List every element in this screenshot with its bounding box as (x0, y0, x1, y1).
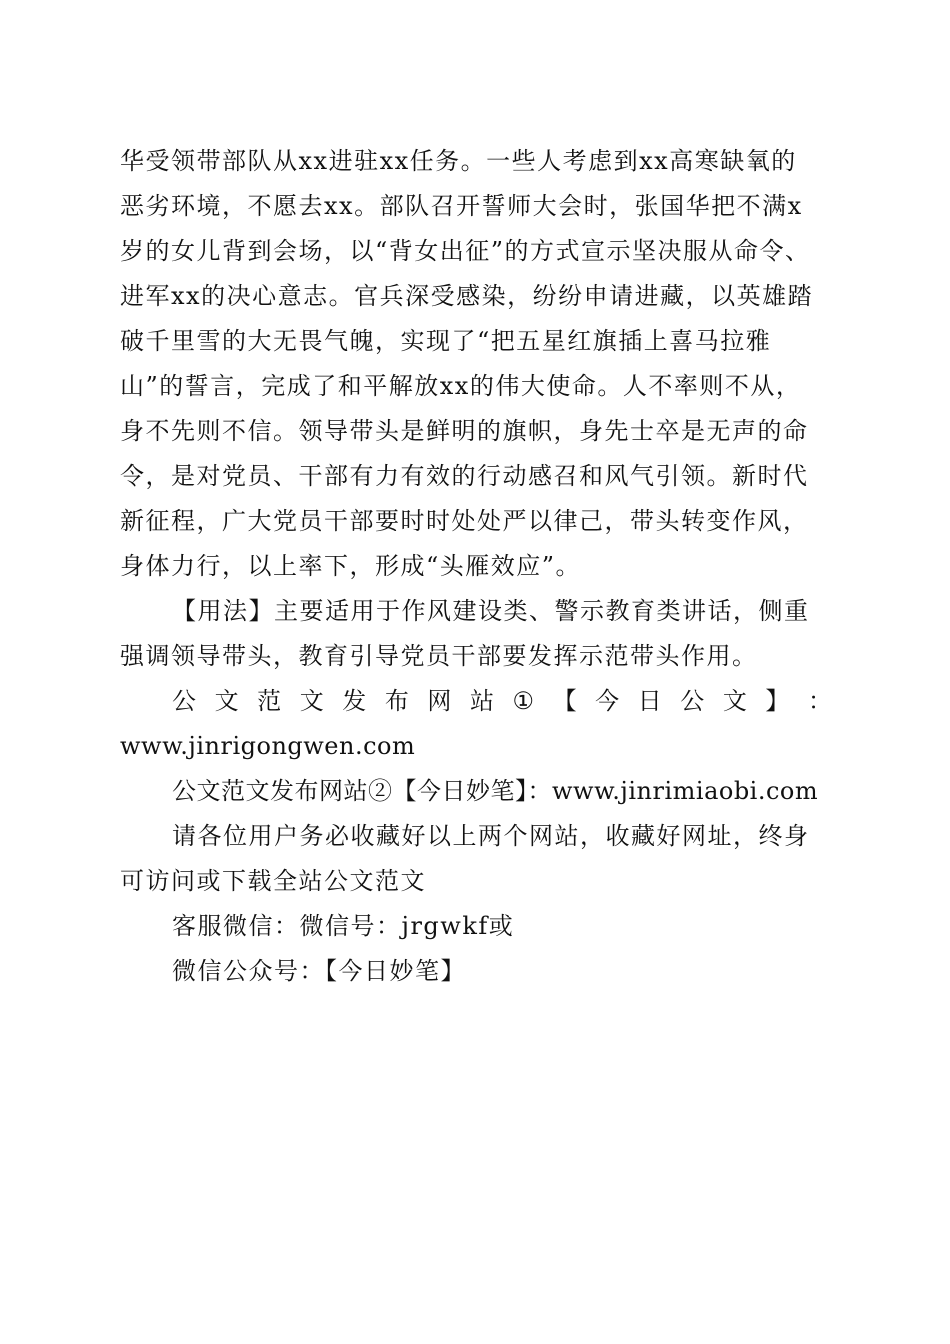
site1-url: www.jinrigongwen.com (120, 732, 416, 760)
usage-line-1: 【用法】主要适用于作风建设类、警示教育类讲话，侧重 (172, 597, 810, 625)
site1-char: 公 (680, 687, 705, 715)
body-line-4: 进军xx的决心意志。官兵深受感染，纷纷申请进藏，以英雄踏 (120, 282, 814, 310)
body-line-6: 山”的誓言，完成了和平解放xx的伟大使命。人不率则不从， (120, 372, 802, 400)
site1-char: 范 (257, 687, 282, 715)
site1-char: 【 (552, 687, 577, 715)
site1-char: 布 (384, 687, 409, 715)
body-line-2: 恶劣环境，不愿去xx。部队召开誓师大会时，张国华把不满x (120, 192, 803, 220)
site1-char: ① (512, 687, 535, 715)
body-line-1: 华受领带部队从xx进驻xx任务。一些人考虑到xx高寒缺氧的 (120, 147, 797, 175)
usage-line-2: 强调领导带头，教育引导党员干部要发挥示范带头作用。 (120, 642, 758, 670)
site1-label (172, 686, 832, 716)
site1-char: 日 (637, 687, 662, 715)
site1-char: 发 (342, 687, 367, 715)
site1-char: 文 (214, 687, 239, 715)
site1-char: 文 (722, 687, 747, 715)
notice-line-2: 可访问或下载全站公文范文 (120, 867, 426, 895)
site1-char: 公 (172, 687, 196, 715)
site1-char: 文 (299, 687, 324, 715)
site1-char: ： (807, 687, 832, 715)
site1-char: 】 (765, 687, 790, 715)
site1-char: 网 (427, 687, 452, 715)
body-line-7: 身不先则不信。领导带头是鲜明的旗帜，身先士卒是无声的命 (120, 417, 809, 445)
site2-line: 公文范文发布网站②【今日妙笔】：www.jinrimiaobi.com (172, 777, 819, 805)
body-line-9: 新征程，广大党员干部要时时处处严以律己，带头转变作风， (120, 507, 809, 535)
body-line-3: 岁的女儿背到会场，以“背女出征”的方式宣示坚决服从命令、 (120, 237, 811, 265)
body-line-10: 身体力行，以上率下，形成“头雁效应”。 (120, 552, 582, 580)
body-line-8: 令，是对党员、干部有力有效的行动感召和风气引领。新时代 (120, 462, 809, 490)
site1-char: 今 (595, 687, 620, 715)
public-account: 微信公众号：【今日妙笔】 (172, 957, 466, 985)
notice-line-1: 请各位用户务必收藏好以上两个网站，收藏好网址，终身 (172, 822, 810, 850)
service-wechat: 客服微信：微信号：jrgwkf或 (172, 912, 515, 940)
body-line-5: 破千里雪的大无畏气魄，实现了“把五星红旗插上喜马拉雅 (120, 327, 772, 355)
site1-char: 站 (469, 687, 494, 715)
